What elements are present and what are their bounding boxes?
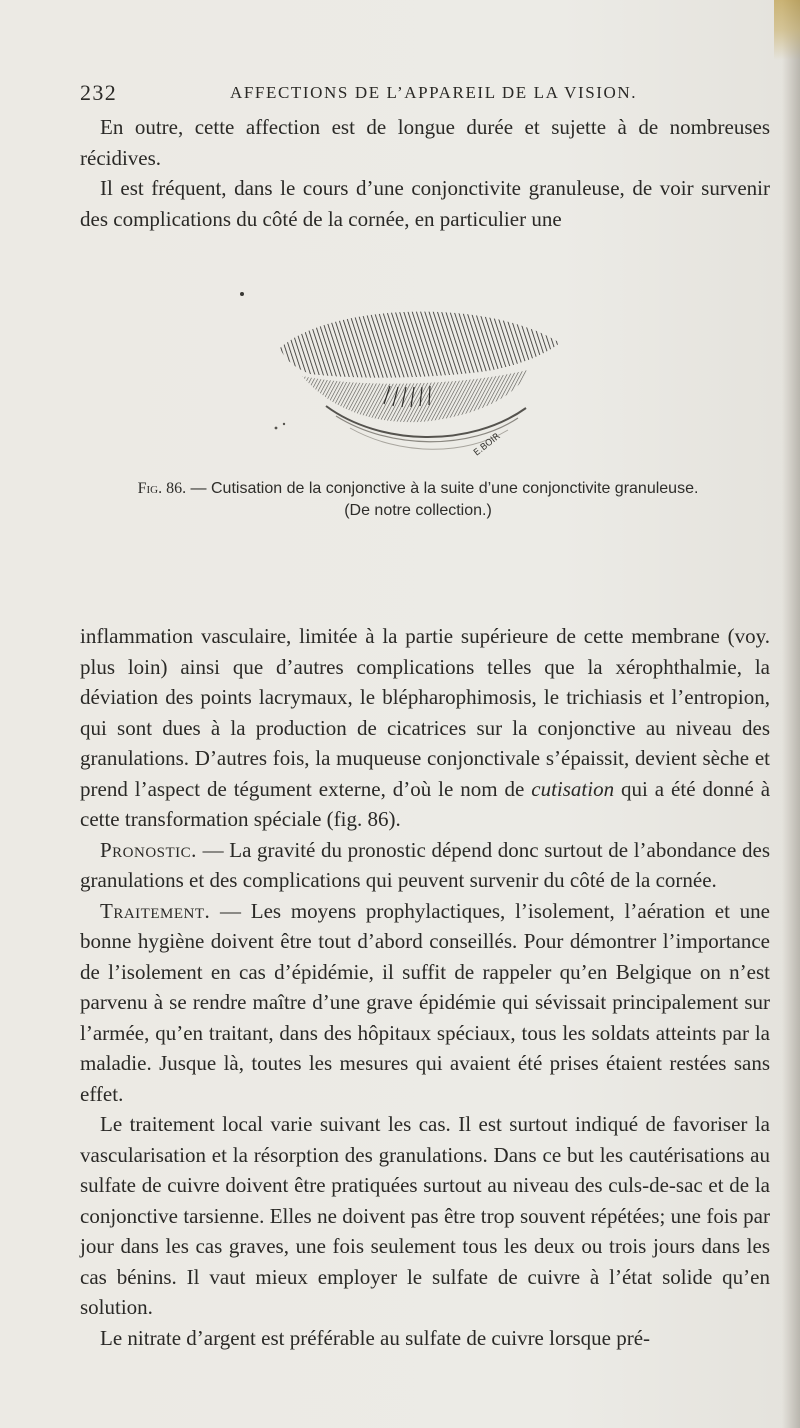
inflammation-text: inflammation vasculaire, limitée à la partie supérieure de cette membrane (voy. plus loin) ainsi que d’autres complications telles que la xérophthalmie, la déviation des points lacrymaux, le blépharophimosis, le trichiasis et l’entropion, qui sont dues à la production de cicatrices sur la conjonctive au niveau des granulations. D’autres fois, la muqueuse conjonctivale s’épaissit, devient sèche et prend l’aspect de tégument externe, d’où le nom de <box>80 624 770 801</box>
engraver-signature: E.BOIR <box>472 431 503 459</box>
paragraph-pronostic <box>80 835 770 896</box>
running-header <box>80 80 760 108</box>
page-edge-stain <box>774 0 800 60</box>
pronostic-heading: Pronostic. <box>100 837 197 862</box>
page-number: 232 <box>80 80 118 105</box>
upper-eyelid <box>280 312 560 378</box>
inflammation-text-end: qui a été donné à cette transformation spéciale (fig. 86). <box>80 776 771 831</box>
figure-eye-engraving <box>240 288 580 468</box>
body-text <box>80 621 770 1353</box>
page-edge-shadow <box>782 0 800 1428</box>
italic-term-cutisation: cutisation <box>531 776 615 801</box>
running-title: AFFECTIONS DE L’APPAREIL DE LA VISION. <box>230 83 638 102</box>
figure-label: Fig. 86. <box>137 480 187 497</box>
traitement-heading: Traitement. <box>100 898 211 923</box>
traitement-text: — Les moyens prophylactiques, l’isolement, l’aération et une bonne hygiène doivent être tout d’abord conseillés. Pour démontrer l’importance de l’isolement en cas d’épidémie, il suffit de rappeler qu’en Belgique on n’est parvenu à se rendre maître d’une grave épidémie qui sévissait principalement sur l’armée, qu’en traitant, dans des hôpitaux spéciaux, tous les soldats atteints par la maladie. Jusque là, toutes les mesures qui avaient été prises étaient restées sans effet. <box>80 898 771 1106</box>
paragraph-inflammation <box>80 621 770 835</box>
everted-conjunctiva <box>302 370 528 422</box>
paragraph-traitement-local: Le traitement local varie suivant les cas. Il est surtout indiqué de favoriser la vascularisation et la résorption des granulations. Dans ce but les cautérisations au sulfate de cuivre doivent être pratiquées surtout au niveau des culs-de-sac et de la conjonctive tarsienne. Elles ne doivent pas être trop souvent répétées; une fois par jour dans les cas graves, une fois seulement tous les deux ou trois jours dans les cas bénins. Il vaut mieux employer le sulfate de cuivre à l’état solide qu’en solution. <box>80 1112 770 1319</box>
pronostic-text: — La gravité du pronostic dépend donc surtout de l’abondance des granulations et des complications qui peuvent survenir du côté de la cornée. <box>80 837 770 892</box>
paragraph-traitement <box>80 896 770 1110</box>
paragraph-recidives: En outre, cette affection est de longue durée et sujette à de nombreuses récidives. <box>80 115 770 170</box>
paragraph-complications: Il est fréquent, dans le cours d’une conjonctivite granuleuse, de voir survenir des complications du côté de la cornée, en particulier une <box>80 176 770 231</box>
figure-credit: (De notre collection.) <box>344 502 492 519</box>
paragraph-nitrate: Le nitrate d’argent est préférable au sulfate de cuivre lorsque pré- <box>100 1325 651 1350</box>
figure-caption-text: — Cutisation de la conjonctive à la suite d’une conjonctivite granuleuse. <box>190 480 699 497</box>
intro-text <box>80 112 770 234</box>
figure-caption <box>78 478 758 522</box>
